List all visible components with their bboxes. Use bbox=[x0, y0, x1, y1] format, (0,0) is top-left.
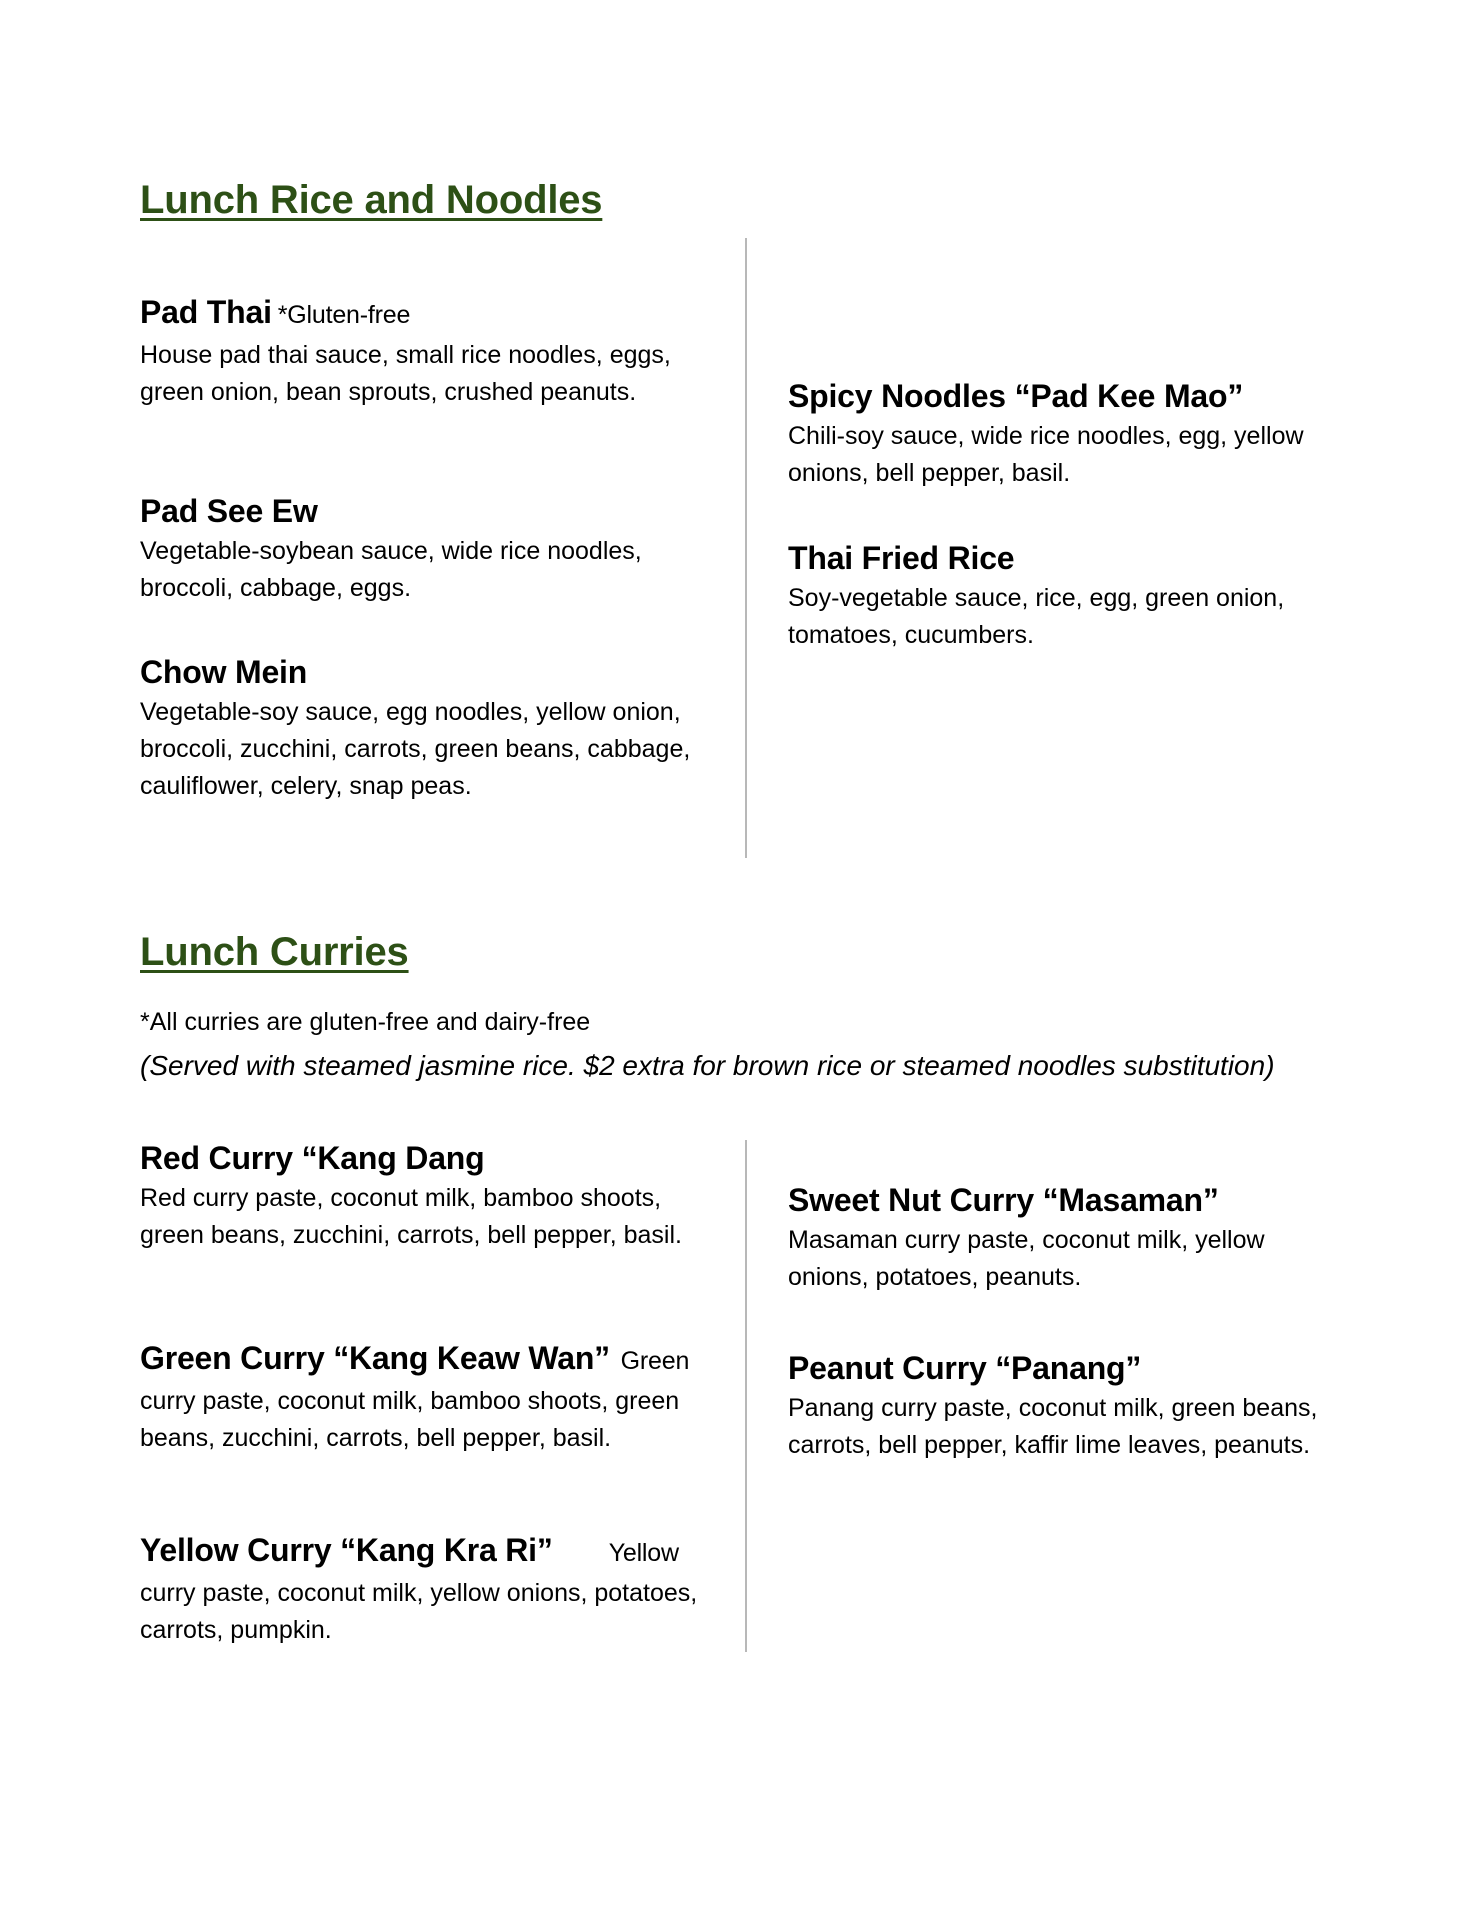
section-title-curries: Lunch Curries bbox=[140, 930, 409, 974]
section-title-rice-noodles: Lunch Rice and Noodles bbox=[140, 178, 603, 222]
menu-item-yellow-curry bbox=[140, 1530, 700, 1649]
menu-item-pad-see-ew bbox=[140, 491, 700, 607]
item-name: Spicy Noodles “Pad Kee Mao” bbox=[788, 378, 1244, 414]
item-name: Peanut Curry “Panang” bbox=[788, 1350, 1142, 1386]
curries-dietary-note: *All curries are gluten-free and dairy-free bbox=[140, 1008, 591, 1036]
item-name: Red Curry “Kang Dang bbox=[140, 1140, 485, 1176]
menu-item-panang-curry bbox=[788, 1348, 1348, 1464]
column-divider bbox=[745, 238, 747, 858]
menu-item-pad-thai bbox=[140, 292, 700, 411]
item-name: Pad See Ew bbox=[140, 493, 318, 529]
item-name: Chow Mein bbox=[140, 654, 308, 690]
item-description-inline: Green bbox=[620, 1347, 690, 1375]
item-description: Soy-vegetable sauce, rice, egg, green onion, tomatoes, cucumbers. bbox=[788, 584, 1285, 649]
menu-item-masaman-curry bbox=[788, 1180, 1348, 1296]
item-description: Red curry paste, coconut milk, bamboo shoots, green beans, zucchini, carrots, bell pepper, basil. bbox=[140, 1184, 682, 1249]
item-description: House pad thai sauce, small rice noodles, eggs, green onion, bean sprouts, crushed peanuts. bbox=[140, 341, 671, 406]
item-description-inline: Yellow bbox=[608, 1539, 679, 1567]
curries-served-note: (Served with steamed jasmine rice. $2 extra for brown rice or steamed noodles substitution) bbox=[140, 1050, 1275, 1081]
item-description: Panang curry paste, coconut milk, green beans, carrots, bell pepper, kaffir lime leaves, peanuts. bbox=[788, 1394, 1318, 1459]
item-name: Yellow Curry “Kang Kra Ri” bbox=[140, 1532, 553, 1568]
menu-item-spicy-noodles bbox=[788, 376, 1348, 492]
item-description: Chili-soy sauce, wide rice noodles, egg, yellow onions, bell pepper, basil. bbox=[788, 422, 1304, 487]
menu-item-thai-fried-rice bbox=[788, 538, 1348, 654]
menu-item-green-curry bbox=[140, 1338, 700, 1457]
item-name: Sweet Nut Curry “Masaman” bbox=[788, 1182, 1219, 1218]
menu-item-chow-mein bbox=[140, 652, 700, 805]
item-description: curry paste, coconut milk, yellow onions, potatoes, carrots, pumpkin. bbox=[140, 1579, 698, 1644]
item-description: Vegetable-soybean sauce, wide rice noodles, broccoli, cabbage, eggs. bbox=[140, 537, 642, 602]
item-description: Vegetable-soy sauce, egg noodles, yellow onion, broccoli, zucchini, carrots, green beans, cabbage, cauliflower, celery, snap peas. bbox=[140, 698, 691, 800]
item-dietary-note: *Gluten-free bbox=[277, 301, 411, 329]
column-divider bbox=[745, 1140, 747, 1652]
item-description: Masaman curry paste, coconut milk, yellow onions, potatoes, peanuts. bbox=[788, 1226, 1265, 1291]
item-name: Thai Fried Rice bbox=[788, 540, 1015, 576]
item-name: Green Curry “Kang Keaw Wan” bbox=[140, 1340, 610, 1376]
item-name: Pad Thai bbox=[140, 294, 272, 330]
menu-item-red-curry bbox=[140, 1138, 700, 1254]
item-description: curry paste, coconut milk, bamboo shoots, green beans, zucchini, carrots, bell pepper, basil. bbox=[140, 1387, 680, 1452]
